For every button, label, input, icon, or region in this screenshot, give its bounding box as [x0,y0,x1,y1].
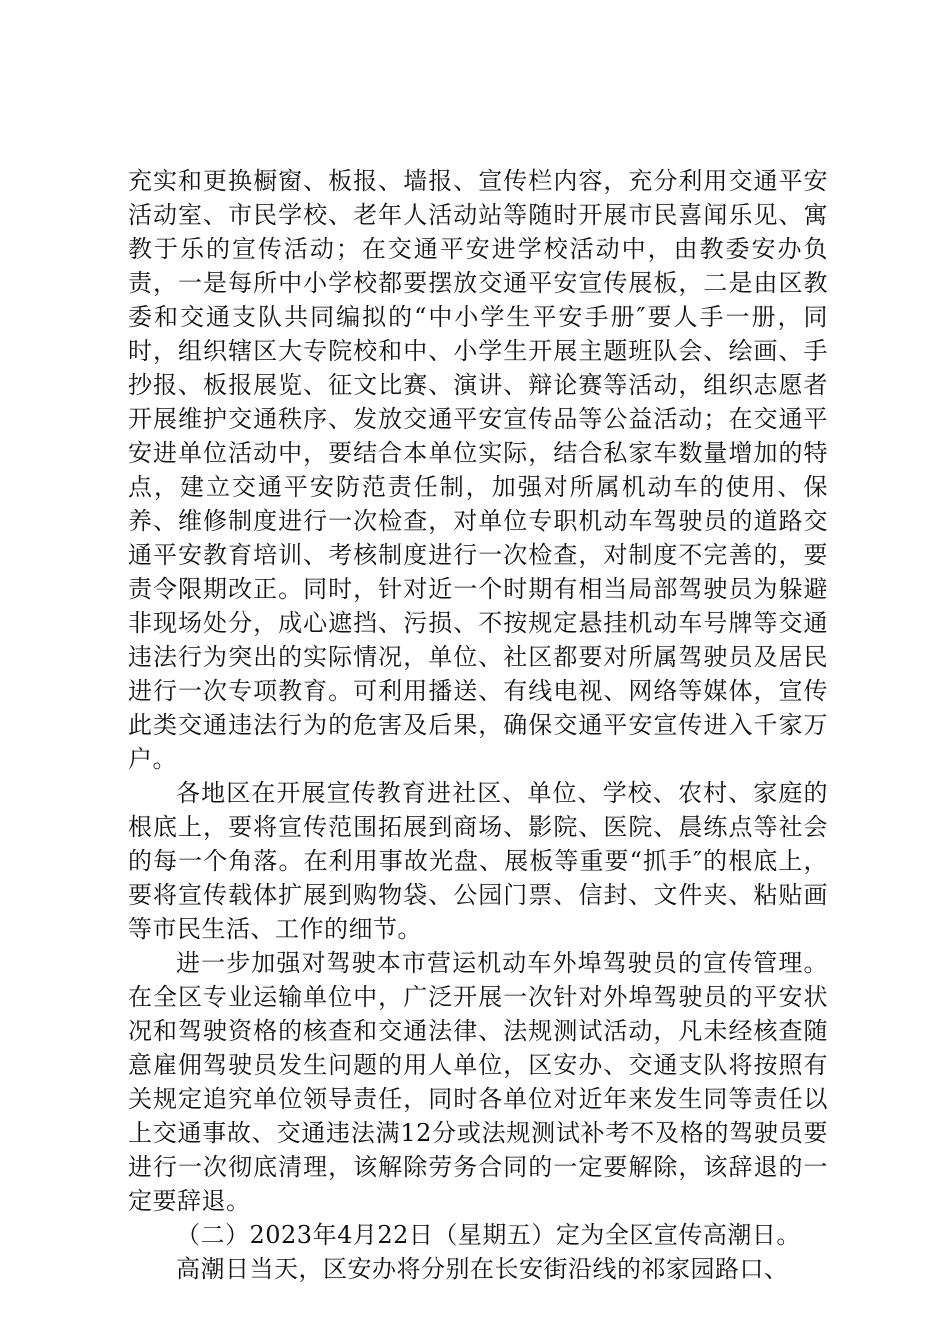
paragraph-4: （二）2023年4月22日（星期五）定为全区宣传高潮日。 [176,1221,801,1249]
paragraph-5: 高潮日当天，区安办将分别在长安街沿线的祁家园路口、 [176,1255,789,1283]
paragraph-3: 进一步加强对驾驶本市营运机动车外埠驾驶员的宣传管理。在全区专业运输单位中，广泛开展一次针对外埠驾驶员的平安状况和驾驶资格的核查和交通法律、法规测试活动，凡未经核查随意雇佣驾驶员发生问题的用人单位，区安办、交通支队将按照有关规定追究单位领导责任，同时各单位对近年来发生同等责任以上交通事故、交通违法满12分或法规测试补考不及格的驾驶员要进行一次彻底清理，该解除劳务合同的一定要解除，该辞退的一定要辞退。 [128,949,828,1215]
paragraph-2: 各地区在开展宣传教育进社区、单位、学校、农村、家庭的根底上，要将宣传范围拓展到商场、影院、医院、晨练点等社会的每一个角落。在利用事故光盘、展板等重要“抓手″的根底上，要将宣传载体扩展到购物袋、公园门票、信封、文件夹、粘贴画等市民生活、工作的细节。 [128,779,828,943]
document-body [128,164,828,1286]
paragraph-1: 充实和更换橱窗、板报、墙报、宣传栏内容，充分利用交通平安活动室、市民学校、老年人活动站等随时开展市民喜闻乐见、寓教于乐的宣传活动；在交通平安进学校活动中，由教委安办负责，一是每所中小学校都要摆放交通平安宣传展板，二是由区教委和交通支队共同编拟的“中小学生平安手册″要人手一册，同时，组织辖区大专院校和中、小学生开展主题班队会、绘画、手抄报、板报展览、征文比赛、演讲、辩论赛等活动，组织志愿者开展维护交通秩序、发放交通平安宣传品等公益活动；在交通平安进单位活动中，要结合本单位实际，结合私家车数量增加的特点，建立交通平安防范责任制，加强对所属机动车的使用、保养、维修制度进行一次检查，对单位专职机动车驾驶员的道路交通平安教育培训、考核制度进行一次检查，对制度不完善的，要责令限期改正。同时，针对近一个时期有相当局部驾驶员为躲避非现场处分，成心遮挡、污损、不按规定悬挂机动车号牌等交通违法行为突出的实际情况，单位、社区都要对所属驾驶员及居民进行一次专项教育。可利用播送、有线电视、网络等媒体，宣传此类交通违法行为的危害及后果，确保交通平安宣传进入千家万户。 [128,167,828,773]
